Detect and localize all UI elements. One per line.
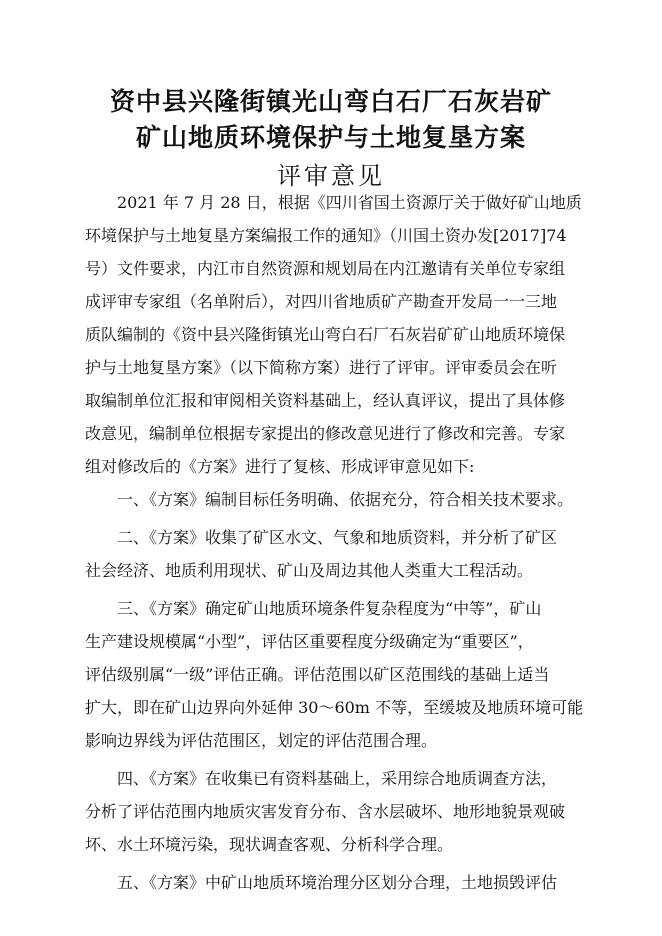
body-line: 扩大，即在矿山边界向外延伸 30～60m 不等，至缓坡及地质环境可能 xyxy=(85,698,584,717)
body-line: 影响边界线为评估范围区，划定的评估范围合理。 xyxy=(85,731,438,750)
body-line: 分析了评估范围内地质灾害发育分布、含水层破坏、地形地貌景观破 xyxy=(85,802,566,821)
body-line: 社会经济、地质利用现状、矿山及周边其他人类重大工程活动。 xyxy=(85,561,534,580)
body-line: 生产建设规模属“小型”，评估区重要程度分级确定为“重要区”， xyxy=(85,632,534,651)
document-subtitle: 评审意见 xyxy=(277,162,385,190)
body-line: 组对修改后的《方案》进行了复核、形成评审意见如下: xyxy=(85,457,475,476)
body-line: 护与土地复垦方案》（以下简称方案）进行了评审。评审委员会在听 xyxy=(85,358,558,377)
document-title-line-2: 矿山地质环境保护与土地复垦方案 xyxy=(135,123,526,152)
body-line: 评估级别属“一级”评估正确。评估范围以矿区范围线的基础上适当 xyxy=(85,665,550,684)
body-line: 四、《方案》在收集已有资料基础上，采用综合地质调查方法， xyxy=(117,769,558,788)
body-line: 坏、水土环境污染，现状调查客观、分析科学合理。 xyxy=(85,835,454,854)
body-line: 二、《方案》收集了矿区水文、气象和地质资料，并分析了矿区 xyxy=(117,528,558,547)
body-line: 质队编制的《资中县兴隆街镇光山弯白石厂石灰岩矿矿山地质环境保 xyxy=(85,325,566,344)
body-line: 取编制单位汇报和审阅相关资料基础上，经认真评议，提出了具体修 xyxy=(85,391,566,410)
body-line: 五、《方案》中矿山地质环境治理分区划分合理，土地损毁评估 xyxy=(117,873,558,892)
body-line: 环境保护与土地复垦方案编报工作的通知》（川国土资办发[2017]74 xyxy=(85,226,567,245)
body-line: 改意见，编制单位根据专家提出的修改意见进行了修改和完善。专家 xyxy=(85,424,566,443)
body-line: 2021 年 7 月 28 日，根据《四川省国土资源厅关于做好矿山地质 xyxy=(117,193,582,212)
body-line: 一、《方案》编制目标任务明确、依据充分，符合相关技术要求。 xyxy=(117,490,574,509)
body-line: 成评审专家组（名单附后），对四川省地质矿产勘查开发局一一三地 xyxy=(85,292,558,311)
body-line: 号）文件要求，内江市自然资源和规划局在内江邀请有关单位专家组 xyxy=(85,259,566,278)
body-line: 三、《方案》确定矿山地质环境条件复杂程度为“中等”，矿山 xyxy=(117,599,542,618)
document-title-line-1: 资中县兴隆街镇光山弯白石厂石灰岩矿 xyxy=(109,87,552,116)
